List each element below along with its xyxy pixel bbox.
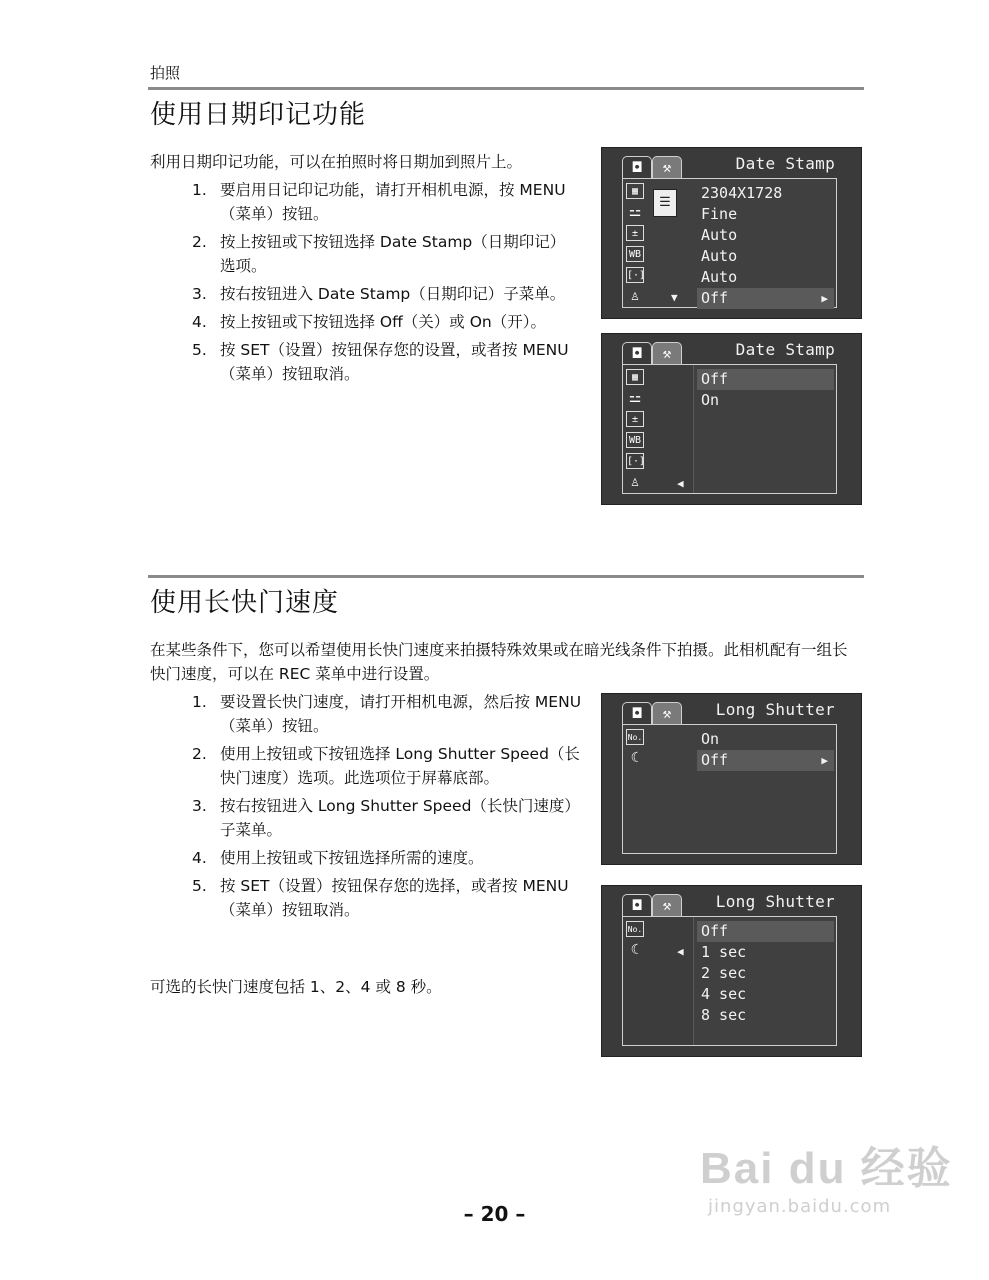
step-item bbox=[192, 690, 588, 738]
option-selected: Off bbox=[697, 369, 834, 390]
focus-icon: [·] bbox=[626, 267, 644, 283]
screen-title: Long Shutter bbox=[715, 700, 835, 719]
step-item bbox=[192, 794, 588, 842]
step-number: 2. bbox=[192, 233, 207, 251]
camera-icon: ◘ bbox=[632, 706, 642, 722]
left-arrow-icon: ◀ bbox=[677, 945, 684, 958]
step-text: 按上按钮或下按钮选择 Date Stamp（日期印记）选项。 bbox=[220, 233, 566, 275]
menu-value: Auto bbox=[701, 226, 738, 244]
option: On bbox=[701, 391, 720, 409]
step-number: 5. bbox=[192, 877, 207, 895]
exposure-icon: ± bbox=[626, 411, 644, 427]
menu-icon-column bbox=[623, 725, 647, 853]
step-number: 2. bbox=[192, 745, 207, 763]
menu-value-selected bbox=[697, 288, 834, 309]
option-selected: Off bbox=[697, 921, 834, 942]
menu-body bbox=[622, 916, 837, 1046]
step-text: 要设置长快门速度，请打开相机电源，然后按 MENU（菜单）按钮。 bbox=[220, 693, 582, 735]
step-text: 按右按钮进入 Long Shutter Speed（长快门速度）子菜单。 bbox=[220, 797, 580, 839]
step-text: 按 SET（设置）按钮保存您的设置，或者按 MENU（菜单）按钮取消。 bbox=[220, 341, 569, 383]
step-item bbox=[192, 846, 588, 870]
right-arrow-icon: ▶ bbox=[821, 292, 828, 305]
page-number: – 20 – bbox=[463, 1202, 526, 1226]
section-rule bbox=[148, 575, 864, 578]
setup-tab bbox=[652, 156, 682, 179]
step-item bbox=[192, 742, 588, 790]
header-rule bbox=[148, 87, 864, 90]
file-numbering-icon: No. bbox=[626, 921, 644, 937]
menu-value-selected bbox=[697, 750, 834, 771]
section-intro: 利用日期印记功能，可以在拍照时将日期加到照片上。 bbox=[150, 153, 523, 171]
step-number: 3. bbox=[192, 797, 207, 815]
step-number: 3. bbox=[192, 285, 207, 303]
camera-tab bbox=[622, 702, 652, 725]
night-icon: ☾ bbox=[630, 750, 640, 766]
step-text: 使用上按钮或下按钮选择所需的速度。 bbox=[220, 849, 484, 867]
down-arrow-icon: ▼ bbox=[671, 291, 678, 304]
step-text: 按 SET（设置）按钮保存您的选择，或者按 MENU（菜单）按钮取消。 bbox=[220, 877, 569, 919]
file-numbering-icon: No. bbox=[626, 729, 644, 745]
option: 1 sec bbox=[701, 943, 747, 961]
step-list bbox=[192, 178, 580, 390]
white-balance-icon: WB bbox=[626, 246, 644, 262]
menu-value: Auto bbox=[701, 268, 738, 286]
setup-tab bbox=[652, 342, 682, 365]
document-icon: ☰ bbox=[653, 189, 677, 217]
wrench-icon: ⚒ bbox=[662, 898, 672, 914]
step-text: 按上按钮或下按钮选择 Off（关）或 On（开）。 bbox=[220, 313, 547, 331]
option: 2 sec bbox=[701, 964, 747, 982]
selected-value-text: Off bbox=[701, 751, 729, 769]
camera-tab bbox=[622, 342, 652, 365]
date-stamp-icon: ♙ bbox=[630, 288, 640, 304]
camera-icon: ◘ bbox=[632, 898, 642, 914]
menu-body bbox=[622, 724, 837, 854]
lcd-screen-long-shutter-menu bbox=[601, 693, 862, 865]
step-number: 5. bbox=[192, 341, 207, 359]
date-stamp-icon: ♙ bbox=[630, 474, 640, 490]
menu-body bbox=[622, 178, 837, 308]
shutter-speed-note: 可选的长快门速度包括 1、2、4 或 8 秒。 bbox=[150, 978, 442, 996]
lcd-screen-date-stamp-menu bbox=[601, 147, 862, 319]
step-item bbox=[192, 230, 580, 278]
menu-value: On bbox=[701, 730, 720, 748]
section-title-date-stamp: 使用日期印记功能 bbox=[150, 100, 367, 130]
white-balance-icon: WB bbox=[626, 432, 644, 448]
wrench-icon: ⚒ bbox=[662, 706, 672, 722]
step-text: 按右按钮进入 Date Stamp（日期印记）子菜单。 bbox=[220, 285, 566, 303]
step-number: 1. bbox=[192, 693, 207, 711]
camera-tab bbox=[622, 894, 652, 917]
step-item bbox=[192, 178, 580, 226]
selected-value-text: Off bbox=[701, 289, 729, 307]
step-list bbox=[192, 690, 588, 926]
option: 4 sec bbox=[701, 985, 747, 1003]
resolution-icon: ▦ bbox=[626, 183, 644, 199]
section-title-long-shutter: 使用长快门速度 bbox=[150, 588, 340, 618]
lcd-screen-date-stamp-submenu bbox=[601, 333, 862, 505]
camera-icon: ◘ bbox=[632, 160, 642, 176]
step-number: 1. bbox=[192, 181, 207, 199]
screen-title: Date Stamp bbox=[735, 340, 835, 359]
step-text: 使用上按钮或下按钮选择 Long Shutter Speed（长快门速度）选项。此选项位于屏幕底部。 bbox=[220, 745, 580, 787]
wrench-icon: ⚒ bbox=[662, 160, 672, 176]
setup-tab bbox=[652, 702, 682, 725]
menu-body bbox=[622, 364, 837, 494]
focus-icon: [·] bbox=[626, 453, 644, 469]
submenu-left-panel bbox=[623, 365, 694, 493]
watermark-brand: Bai du 经验 bbox=[700, 1144, 953, 1193]
step-item bbox=[192, 338, 580, 386]
resolution-icon: ▦ bbox=[626, 369, 644, 385]
setup-tab bbox=[652, 894, 682, 917]
option: 8 sec bbox=[701, 1006, 747, 1024]
step-number: 4. bbox=[192, 313, 207, 331]
running-head: 拍照 bbox=[150, 64, 181, 82]
section-intro: 在某些条件下，您可以希望使用长快门速度来拍摄特殊效果或在暗光线条件下拍摄。此相机配有一组长快门速度，可以在 REC 菜单中进行设置。 bbox=[150, 641, 848, 683]
menu-value: Fine bbox=[701, 205, 738, 223]
step-number: 4. bbox=[192, 849, 207, 867]
step-item bbox=[192, 282, 580, 306]
right-arrow-icon: ▶ bbox=[821, 754, 828, 767]
menu-value: 2304X1728 bbox=[701, 184, 783, 202]
camera-icon: ◘ bbox=[632, 346, 642, 362]
screen-title: Date Stamp bbox=[735, 154, 835, 173]
quality-icon: ⚍ bbox=[628, 204, 642, 220]
menu-icon-column bbox=[623, 179, 647, 307]
quality-icon: ⚍ bbox=[628, 390, 642, 406]
night-icon: ☾ bbox=[630, 942, 640, 958]
lcd-screen-long-shutter-submenu bbox=[601, 885, 862, 1057]
step-item bbox=[192, 874, 588, 922]
watermark-url: jingyan.baidu.com bbox=[708, 1196, 892, 1217]
submenu-left-panel bbox=[623, 917, 694, 1045]
step-item bbox=[192, 310, 580, 334]
exposure-icon: ± bbox=[626, 225, 644, 241]
wrench-icon: ⚒ bbox=[662, 346, 672, 362]
screen-title: Long Shutter bbox=[715, 892, 835, 911]
left-arrow-icon: ◀ bbox=[677, 477, 684, 490]
camera-tab bbox=[622, 156, 652, 179]
menu-value: Auto bbox=[701, 247, 738, 265]
step-text: 要启用日记印记功能，请打开相机电源，按 MENU（菜单）按钮。 bbox=[220, 181, 566, 223]
